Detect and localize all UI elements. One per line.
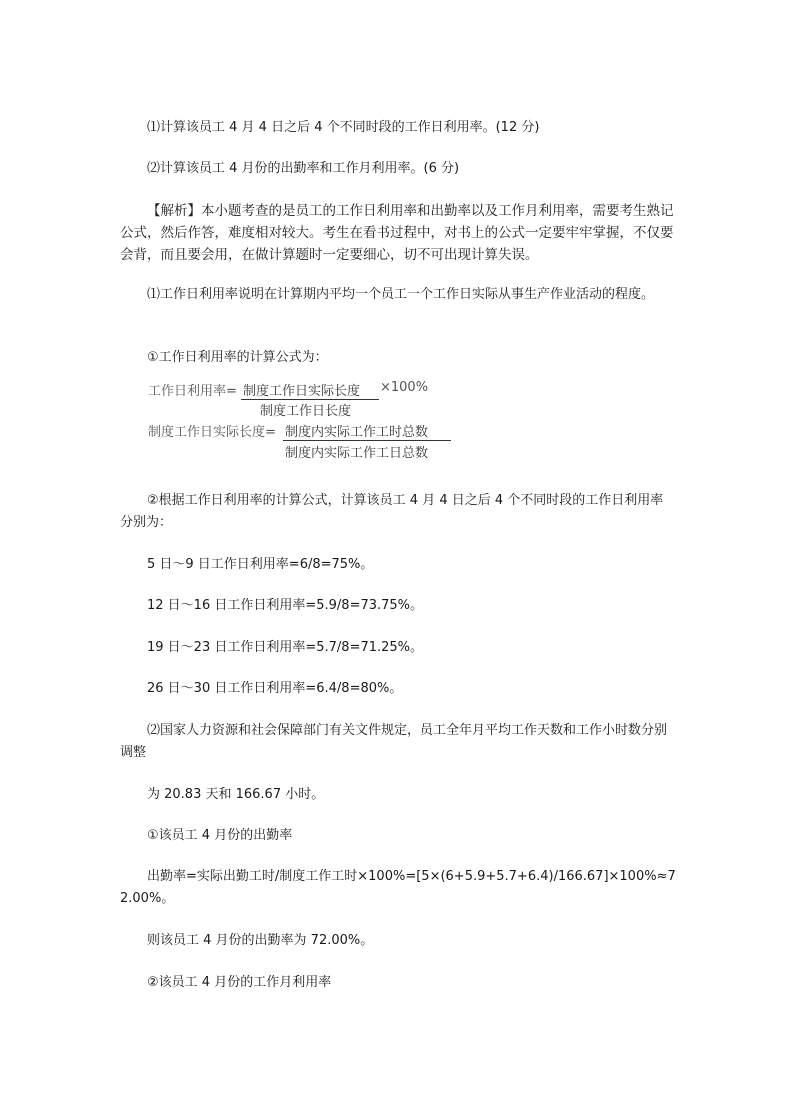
formula-2-lhs: 制度工作日实际长度=	[148, 425, 276, 440]
attendance-title: ①该员工 4 月份的出勤率	[147, 828, 293, 843]
formula-2-fraction-bar	[283, 440, 451, 441]
formula-2-denominator: 制度内实际工作工日总数	[285, 446, 429, 461]
attendance-result: 则该员工 4 月份的出勤率为 72.00%。	[147, 933, 374, 948]
calc-intro: ②根据工作日利用率的计算公式，计算该员工 4 月 4 日之后 4 个不同时段的工作日利用率分别为：	[120, 493, 664, 530]
formula-1-denominator: 制度工作日长度	[260, 404, 352, 419]
analysis-paragraph: 【解析】本小题考查的是员工的工作日利用率和出勤率以及工作月利用率，需要考生熟记公式，然后作答，难度相对较大。考生在看书过程中，对书上的公式一定要牢牢掌握，不仅要会背，而且要会用，在做计算题时一定要细心，切不可出现计算失误。	[120, 203, 674, 263]
monthly-utilization-title: ②该员工 4 月份的工作月利用率	[147, 975, 332, 990]
regulation-paragraph: ⑵国家人力资源和社会保障部门有关文件规定，员工全年月平均工作天数和工作小时数分别调整	[120, 723, 668, 760]
formula-2-numerator: 制度内实际工作工时总数	[285, 425, 429, 440]
attendance-calculation: 出勤率=实际出勤工时/制度工作工时×100%=[5×(6+5.9+5.7+6.4)/166.67]×100%≈72.00%。	[120, 869, 676, 906]
result-3: 19 日～23 日工作日利用率=5.7/8=71.25%。	[147, 640, 424, 655]
formula-1-multiplier: ×100%	[380, 380, 429, 395]
result-2: 12 日～16 日工作日利用率=5.9/8=73.75%。	[147, 598, 424, 613]
regulation-continued: 为 20.83 天和 166.67 小时。	[147, 787, 325, 802]
question-2: ⑵计算该员工 4 月份的出勤率和工作月利用率。(6 分)	[147, 161, 460, 176]
definition-paragraph: ⑴工作日利用率说明在计算期内平均一个员工一个工作日实际从事生产作业活动的程度。	[147, 287, 655, 302]
result-4: 26 日～30 日工作日利用率=6.4/8=80%。	[147, 681, 403, 696]
question-1: ⑴计算该员工 4 月 4 日之后 4 个不同时段的工作日利用率。(12 分)	[147, 120, 540, 135]
formula-1-numerator: 制度工作日实际长度	[243, 384, 361, 399]
formula-intro: ①工作日利用率的计算公式为：	[147, 350, 328, 365]
result-1: 5 日～9 日工作日利用率=6/8=75%。	[147, 557, 374, 572]
formula-1-lhs: 工作日利用率=	[148, 384, 237, 399]
